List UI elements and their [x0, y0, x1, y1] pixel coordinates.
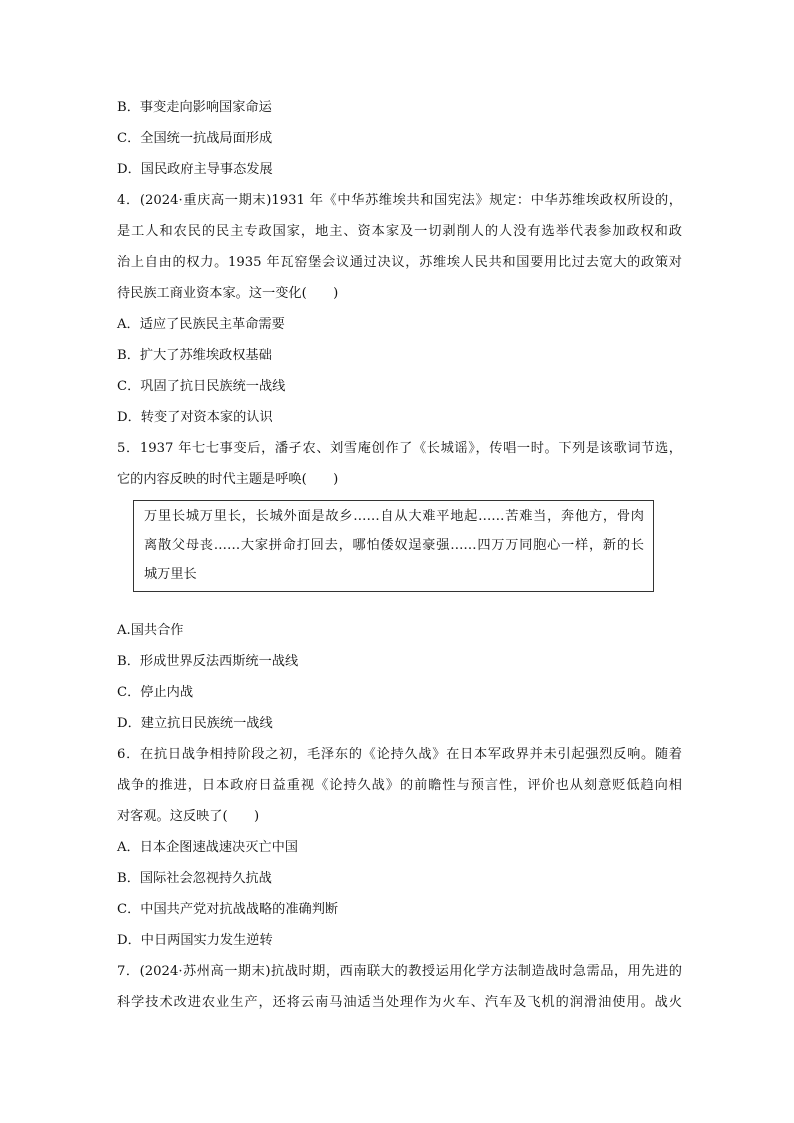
q6-stem-line-3: 对客观。这反映了( ): [117, 809, 260, 824]
q5-stem-line-2: 它的内容反映的时代主题是呼唤( ): [117, 472, 339, 487]
q5-option-c: C．停止内战: [117, 685, 194, 700]
q5-option-a: A.国共合作: [117, 623, 184, 638]
q6-stem-line-1: 6．在抗日战争相持阶段之初，毛泽东的《论持久战》在日本军政界并未引起强烈反响。随着: [117, 747, 682, 762]
q7-stem-line-2: 科学技术改进农业生产，还将云南马油适当处理作为火车、汽车及飞机的润滑油使用。战火: [117, 995, 682, 1010]
q5-lyrics-line-2: 离散父母丧……大家拼命打回去，哪怕倭奴逞豪强……四万万同胞心一样，新的长: [144, 538, 644, 553]
q4-option-b: B．扩大了苏维埃政权基础: [117, 348, 272, 363]
q6-stem-line-2: 战争的推进，日本政府日益重视《论持久战》的前瞻性与预言性，评价也从刻意贬低趋向相: [117, 778, 682, 793]
q6-option-b: B．国际社会忽视持久抗战: [117, 871, 272, 886]
q4-stem-line-3: 治上自由的权力。1935 年瓦窑堡会议通过决议，苏维埃人民共和国要用比过去宽大的政策对: [117, 255, 682, 270]
q3-option-c: C．全国统一抗战局面形成: [117, 131, 273, 146]
q4-option-d: D．转变了对资本家的认识: [117, 410, 273, 425]
q6-option-d: D．中日两国实力发生逆转: [117, 933, 273, 948]
q4-stem-line-1: 4．(2024·重庆高一期末)1931 年《中华苏维埃共和国宪法》规定：中华苏维埃政权所设的，: [117, 193, 682, 208]
q4-stem-line-2: 是工人和农民的民主专政国家，地主、资本家及一切剥削人的人没有选举代表参加政权和政: [117, 224, 682, 239]
q4-option-c: C．巩固了抗日民族统一战线: [117, 379, 286, 394]
q4-stem-line-4: 待民族工商业资本家。这一变化( ): [117, 286, 339, 301]
q6-option-c: C．中国共产党对抗战战略的准确判断: [117, 902, 339, 917]
q5-lyrics-line-3: 城万里长: [144, 567, 197, 582]
q5-lyrics-box: [133, 500, 654, 592]
q7-stem-line-1: 7．(2024·苏州高一期末)抗战时期，西南联大的教授运用化学方法制造战时急需品，用先进的: [117, 964, 682, 979]
q5-stem-line-1: 5．1937 年七七事变后，潘孑农、刘雪庵创作了《长城谣》，传唱一时。下列是该歌词节选，: [117, 441, 682, 456]
q3-option-d: D．国民政府主导事态发展: [117, 162, 273, 177]
q4-option-a: A．适应了民族民主革命需要: [117, 317, 285, 332]
q6-option-a: A．日本企图速战速决灭亡中国: [117, 840, 298, 855]
q5-option-b: B．形成世界反法西斯统一战线: [117, 654, 299, 669]
q5-lyrics-line-1: 万里长城万里长，长城外面是故乡……自从大难平地起……苦难当，奔他方，骨肉: [144, 509, 644, 524]
q3-option-b: B．事变走向影响国家命运: [117, 100, 272, 115]
q5-option-d: D．建立抗日民族统一战线: [117, 716, 273, 731]
